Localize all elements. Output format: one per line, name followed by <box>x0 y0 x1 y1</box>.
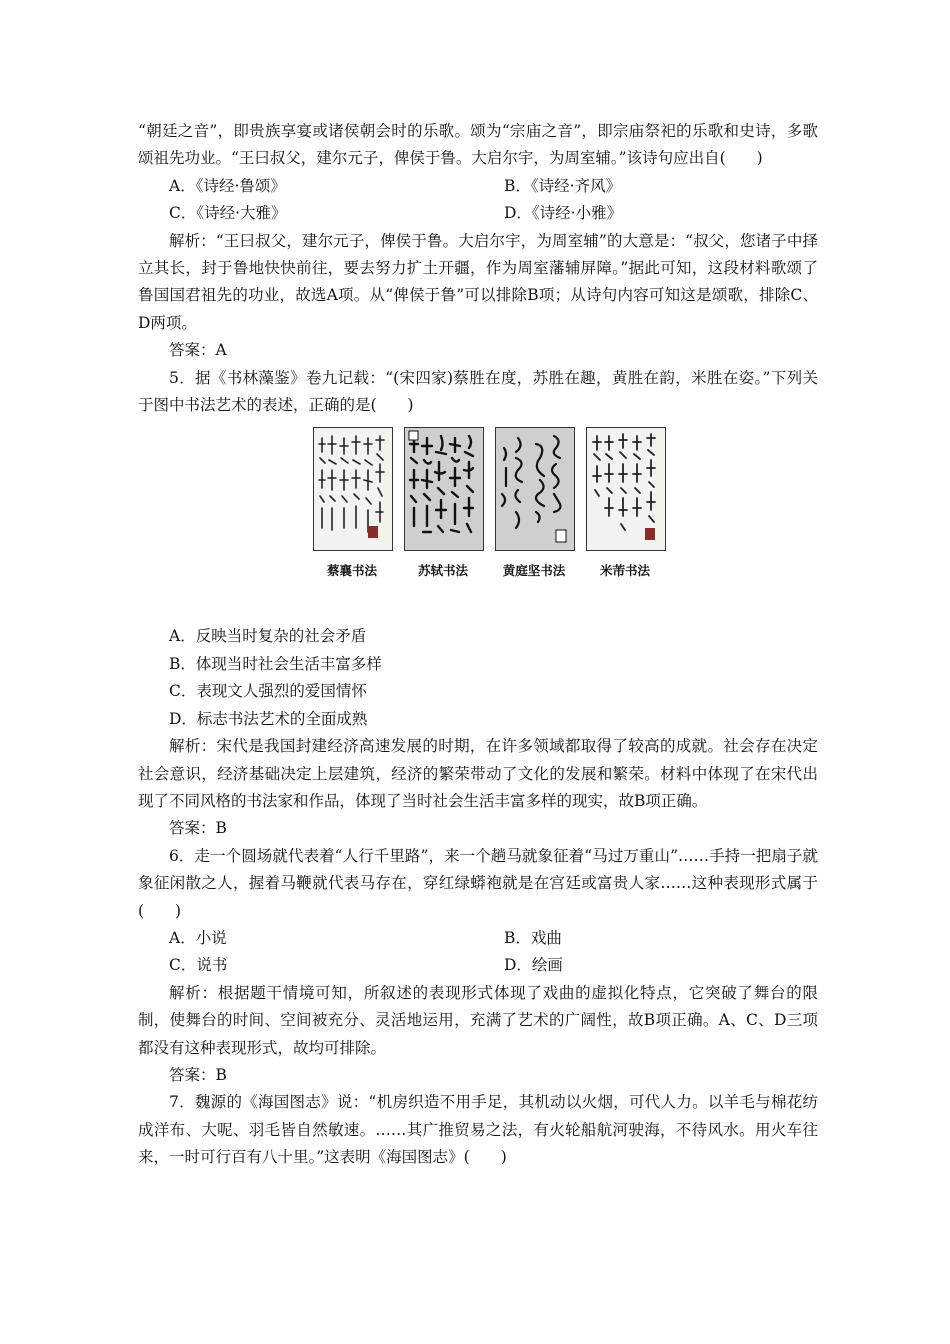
mi-fu-calligraphy-image <box>586 427 666 551</box>
q5-option-c: C．表现文人强烈的爱国情怀 <box>169 682 367 701</box>
q4-options-row-2 <box>138 200 818 227</box>
q6-option-d: D．绘画 <box>504 956 563 975</box>
huang-tingjian-calligraphy-image <box>495 427 575 551</box>
caption-cai-xiang: 蔡襄书法 <box>326 563 377 579</box>
q6-options-row-1 <box>138 925 818 952</box>
q4-analysis: 解析：“王曰叔父，建尔元子，俾侯于鲁。大启尔宇，为周室辅”的大意是：“叔父，您诸子中择立其长，封于鲁地快快前往，要去努力扩土开疆，作为周室藩辅屏障。”据此可知，这段材料歌颂了鲁国国君祖先的功业，故选A项。从“俾侯于鲁”可以排除B项；从诗句内容可知这是颂歌，排除C、D两项。 <box>138 231 818 332</box>
calligraphy-figure <box>138 423 818 621</box>
q5-analysis: 解析：宋代是我国封建经济高速发展的时期，在许多领域都取得了较高的成就。社会存在决定社会意识，经济基础决定上层建筑，经济的繁荣带动了文化的发展和繁荣。材料中体现了在宋代出现了不同风格的书法家和作品，体现了当时社会生活丰富多样的现实，故B项正确。 <box>138 737 818 810</box>
q4-options-row-1 <box>138 173 818 200</box>
q6-option-c: C．说书 <box>169 956 228 975</box>
q4-option-a: A．《诗经·鲁颂》 <box>169 176 286 195</box>
cai-xiang-calligraphy-image <box>313 427 393 551</box>
q6-answer: 答案：B <box>169 1065 227 1084</box>
q4-option-b: B．《诗经·齐风》 <box>504 176 622 195</box>
caption-mi-fu: 米芾书法 <box>599 563 650 579</box>
q5-option-a: A．反映当时复杂的社会矛盾 <box>169 627 367 646</box>
document-content <box>138 118 818 1172</box>
q5-stem: 5．据《书林藻鉴》卷九记载：“(宋四家)蔡胜在度，苏胜在趣，黄胜在韵，米胜在姿。”下列关于图中书法艺术的表述，正确的是( ) <box>138 368 818 415</box>
q4-option-c: C．《诗经·大雅》 <box>169 204 287 223</box>
q4-stem: “朝廷之音”，即贵族享宴或诸侯朝会时的乐歌。颂为“宗庙之音”，即宗庙祭祀的乐歌和史诗，多歌颂祖先功业。“王曰叔父，建尔元子，俾侯于鲁。大启尔宇，为周室辅。”该诗句应出自( ) <box>138 122 818 168</box>
caption-huang-tingjian: 黄庭坚书法 <box>502 563 566 579</box>
q5-option-b: B．体现当时社会生活丰富多样 <box>169 654 382 673</box>
q6-options-row-2 <box>138 952 818 979</box>
q4-answer: 答案：A <box>169 341 227 360</box>
caption-su-shi: 苏轼书法 <box>417 563 468 579</box>
q5-answer: 答案：B <box>169 819 227 838</box>
q7-stem: 7．魏源的《海国图志》说：“机房织造不用手足，其机动以火烟，可代人力。以羊毛与棉花纺成洋布、大呢、羽毛皆自然敏速。……其广推贸易之法，有火轮船航河驶海，不待风水。用火车往来，一时可行百有八十里。”这表明《海国图志》( ) <box>138 1093 818 1167</box>
calligraphy-panels <box>313 427 673 579</box>
q6-analysis: 解析：根据题干情境可知，所叙述的表现形式体现了戏曲的虚拟化特点，它突破了舞台的限制，使舞台的时间、空间被充分、灵活地运用，充满了艺术的广阔性，故B项正确。A、C、D三项都没有这种表现形式，故均可排除。 <box>138 983 818 1057</box>
su-shi-calligraphy-image <box>404 427 484 551</box>
q6-stem: 6．走一个圆场就代表着“人行千里路”，来一个趟马就象征着“马过万重山”……手持一把扇子就象征闲散之人，握着马鞭就代表马存在，穿红绿蟒袍就是在宫廷或富贵人家……这种表现形式属于( ) <box>138 846 818 920</box>
q6-option-b: B．戏曲 <box>504 928 562 947</box>
q6-option-a: A．小说 <box>169 928 227 947</box>
q4-option-d: D．《诗经·小雅》 <box>504 204 623 223</box>
q5-option-d: D．标志书法艺术的全面成熟 <box>169 709 368 728</box>
